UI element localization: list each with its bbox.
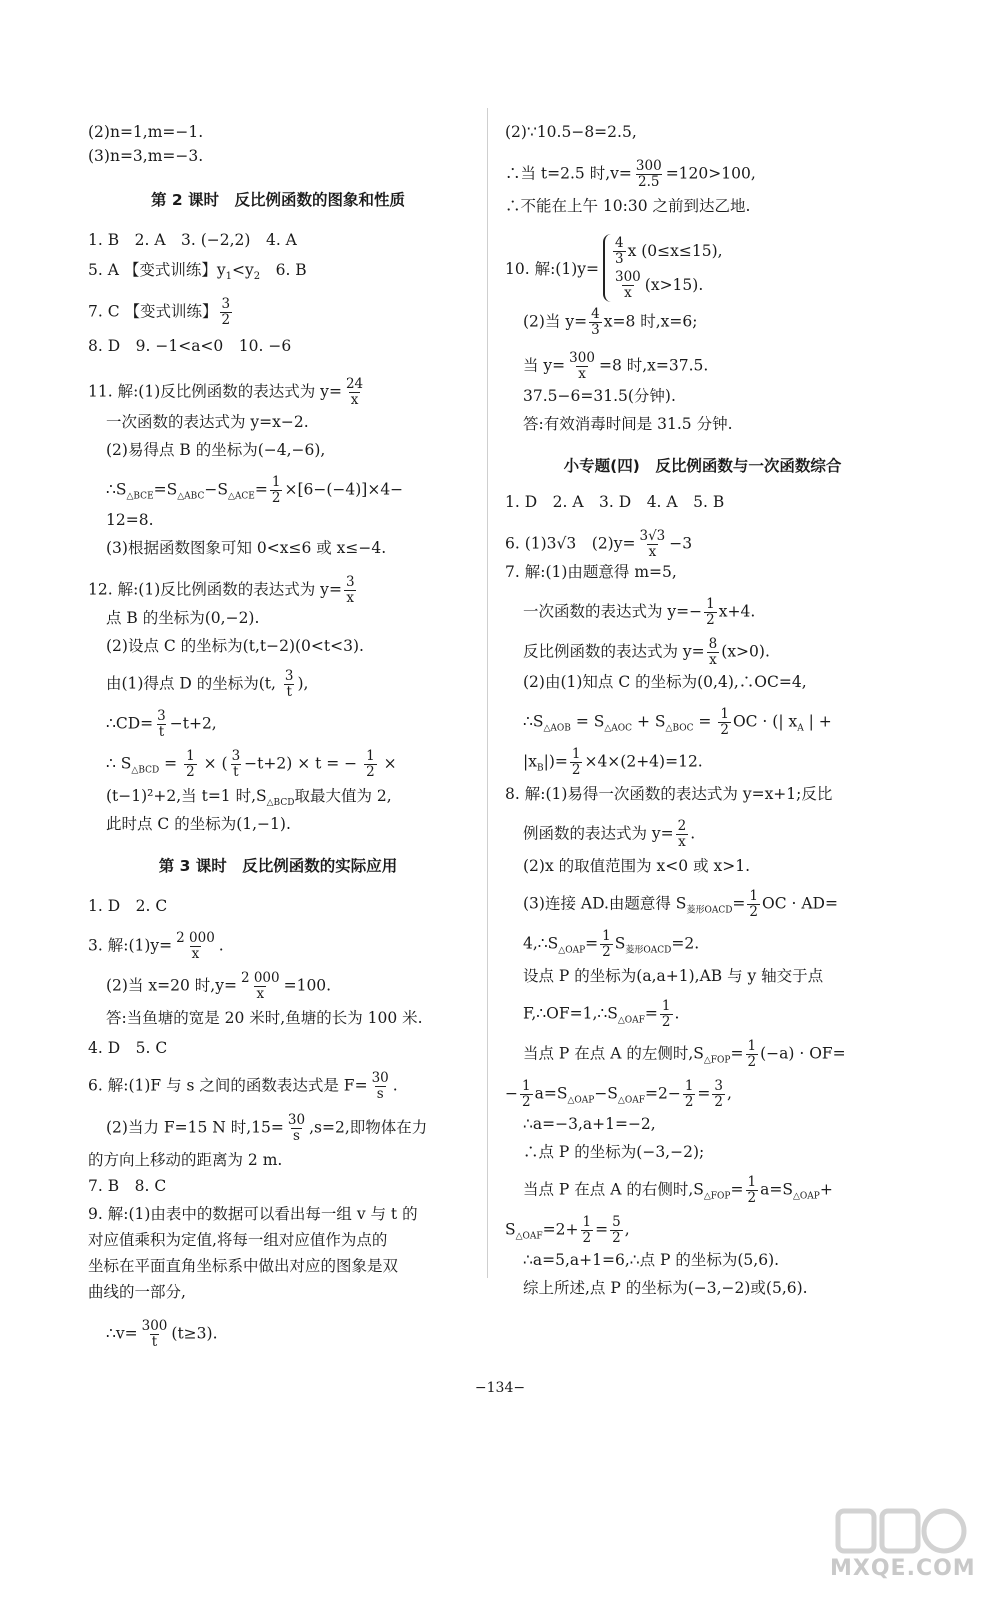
answer-line: (2)当力 F=15 N 时,15= $\frac{30}{s}$ ,s=2,即物体在力 <box>106 1112 428 1144</box>
fraction: $\frac{3}{t}$ <box>231 748 241 780</box>
answer-line: 12=8. <box>106 511 154 529</box>
page-number: −134− <box>474 1380 526 1396</box>
answer-line: (3)n=3,m=−3. <box>88 147 204 165</box>
answer-line: (2)当 x=20 时,y= $\frac{2 000}{x}$ =100. <box>106 970 332 1002</box>
answer-line: 11. 解:(1)反比例函数的表达式为 y= $\frac{24}{x}$ <box>88 376 364 408</box>
answer-line: ∴a=−3,a+1=−2, <box>523 1115 656 1133</box>
fraction: $\frac{30}{s}$ <box>371 1070 389 1102</box>
fraction: $\frac{1}{2}$ <box>720 706 729 738</box>
answer-line: 答:当鱼塘的宽是 20 米时,鱼塘的长为 100 米. <box>106 1009 423 1027</box>
answer-line: ∴a=5,a+1=6,∴点 P 的坐标为(5,6). <box>523 1251 780 1269</box>
fraction: 300 x <box>615 268 641 301</box>
answer-line: 3. 解:(1)y= $\frac{2 000}{x}$ . <box>88 930 224 962</box>
answer-line: $|x_B|)=$ $\frac{1}{2}$ ×4×(2+4)=12. <box>523 746 703 778</box>
answer-line: 7. C 【变式训练】 $\frac{3}{2}$ <box>88 296 231 328</box>
fraction: $\frac{2}{x}$ <box>677 818 687 850</box>
answer-line: 37.5−6=31.5(分钟). <box>523 387 676 405</box>
answer-line: 由(1)得点 D 的坐标为(t, $\frac{3}{t}$ ), <box>106 668 309 700</box>
fraction: 4 3 <box>615 234 624 267</box>
answer-line: 1. B 2. A 3. (−2,2) 4. A <box>88 231 297 249</box>
answer-line: 7. 解:(1)由题意得 m=5, <box>505 563 677 581</box>
answer-line: (2)易得点 B 的坐标为(−4,−6), <box>106 441 326 459</box>
answer-line: 1. D 2. A 3. D 4. A 5. B <box>505 493 725 511</box>
answer-line: ∴CD= $\frac{3}{t}$ −t+2, <box>106 708 217 740</box>
answer-line: 4. D 5. C <box>88 1039 168 1057</box>
fraction: $\frac{1}{2}$ <box>571 746 581 778</box>
watermark-logo <box>830 1505 976 1585</box>
answer-line: 坐标在平面直角坐标系中做出对应的图象是双 <box>88 1257 399 1275</box>
answer-line: (2)设点 C 的坐标为(t,t−2)(0<t<3). <box>106 637 364 655</box>
fraction: $\frac{1}{2}$ <box>366 748 375 780</box>
answer-line: 5. A 【变式训练】$y_1<y_2$ 6. B <box>88 261 307 283</box>
answer-line: 对应值乘积为定值,将每一组对应值作为点的 <box>88 1231 388 1249</box>
answer-line: ∴点 P 的坐标为(−3,−2); <box>523 1143 705 1161</box>
fraction: $\frac{3}{x}$ <box>345 574 355 606</box>
watermark-text: MXQE.COM <box>830 1556 976 1581</box>
answer-line: $\therefore S_{\triangle AOB} = S_{\triangle AOC} + S_{\triangle BOC}$ = $\frac{1}{2}$ OC · (| $x_A$ | + <box>523 706 832 738</box>
section-title: 第 2 课时 反比例函数的图象和性质 <box>150 191 406 209</box>
section-title: 第 3 课时 反比例函数的实际应用 <box>158 857 398 875</box>
fraction: $\frac{1}{2}$ <box>602 928 611 960</box>
fraction: $\frac{3√3}{x}$ <box>639 528 666 560</box>
fraction: $\frac{1}{2}$ <box>661 998 671 1030</box>
fraction: $\frac{300}{2.5}$ <box>635 158 662 190</box>
answer-line: (2)由(1)知点 C 的坐标为(0,4),∴OC=4, <box>523 673 807 691</box>
fraction: $\frac{1}{2}$ <box>749 888 759 920</box>
answer-line: (2)n=1,m=−1. <box>88 123 204 141</box>
answer-line: (2)∵10.5−8=2.5, <box>505 123 637 141</box>
fraction: $\frac{8}{x}$ <box>708 636 718 668</box>
left-column <box>88 125 468 1355</box>
fraction: $\frac{4}{3}$ <box>591 306 600 338</box>
right-column <box>505 125 900 1309</box>
fraction: $\frac{300}{x}$ <box>569 350 595 382</box>
answer-line: 一次函数的表达式为 y=− $\frac{1}{2}$ x+4. <box>523 596 756 628</box>
answer-line: ∴不能在上午 10:30 之前到达乙地. <box>505 197 751 215</box>
fraction: $\frac{5}{2}$ <box>612 1214 621 1246</box>
section-title: 小专题(四) 反比例函数与一次函数综合 <box>563 457 842 475</box>
answer-line: 6. 解:(1)F 与 s 之间的函数表达式是 F= $\frac{30}{s}$ . <box>88 1070 398 1102</box>
answer-line: ∴ $S_{\triangle BCD}$ = $\frac{1}{2}$ × ( $\frac{3}{t}$ −t+2) × t = − $\frac{1}{2}$ × <box>106 748 397 780</box>
fraction: $\frac{30}{s}$ <box>287 1112 306 1144</box>
answer-line: 1. D 2. C <box>88 897 168 915</box>
answer-line: (2)当 y= $\frac{4}{3}$ x=8 时,x=6; <box>523 306 698 338</box>
fraction: $\frac{3}{t}$ <box>157 708 166 740</box>
answer-line: 的方向上移动的距离为 2 m. <box>88 1151 283 1169</box>
fraction: $\frac{300}{t}$ <box>141 1318 168 1350</box>
answer-line: ∴v= $\frac{300}{t}$ (t≥3). <box>106 1318 218 1350</box>
answer-line: $\therefore S_{\triangle BCE}=S_{\triangle ABC}-S_{\triangle ACE}=$ $\frac{1}{2}$ ×[6−(−4)]×4− <box>106 474 404 506</box>
answer-line: 9. 解:(1)由表中的数据可以看出每一组 v 与 t 的 <box>88 1205 418 1223</box>
fraction: $\frac{1}{2}$ <box>684 1078 694 1110</box>
answer-line: 7. B 8. C <box>88 1177 167 1195</box>
answer-line: 10. 解:(1)y= <box>505 260 599 278</box>
fraction: $\frac{2 000}{x}$ <box>240 970 280 1002</box>
answer-line: 例函数的表达式为 y= $\frac{2}{x}$ . <box>523 818 696 850</box>
answer-line: 当点 P 在点 A 的左侧时$,S_{\triangle FOP}=$ $\frac{1}{2}$ (−a) · OF= <box>523 1038 846 1070</box>
answer-line: 曲线的一部分, <box>88 1283 186 1301</box>
answer-line: $F,\therefore OF=1,\therefore S_{\triangle OAF}=$ $\frac{1}{2}$ . <box>523 998 680 1030</box>
answer-line: − $\frac{1}{2}$ $a=S_{\triangle OAP}-S_{\triangle OAF}=2-$ $\frac{1}{2}$ = $\frac{3}{2}$ , <box>505 1078 732 1110</box>
answer-line: 8. 解:(1)易得一次函数的表达式为 y=x+1;反比 <box>505 785 833 803</box>
answer-line: (2)x 的取值范围为 x<0 或 x>1. <box>523 857 751 875</box>
answer-line: (3)连接 AD.由题意得 $S_{菱形OACD}=$ $\frac{1}{2}$ OC · AD= <box>523 888 838 920</box>
fraction: $\frac{3}{2}$ <box>221 296 231 328</box>
answer-line: 点 B 的坐标为(0,−2). <box>106 609 260 627</box>
answer-line: 6. (1)3√3 (2)y= $\frac{3√3}{x}$ −3 <box>505 528 693 560</box>
answer-line: 综上所述,点 P 的坐标为(−3,−2)或(5,6). <box>523 1279 808 1297</box>
fraction: $\frac{1}{2}$ <box>186 748 195 780</box>
answer-line: 一次函数的表达式为 y=x−2. <box>106 413 309 431</box>
fraction: $\frac{3}{t}$ <box>284 668 294 700</box>
answer-line: 设点 P 的坐标为(a,a+1),AB 与 y 轴交于点 <box>523 967 824 985</box>
fraction: $\frac{1}{2}$ <box>522 1078 531 1110</box>
piecewise-function <box>505 229 900 307</box>
fraction: $\frac{3}{2}$ <box>714 1078 723 1110</box>
column-divider <box>487 108 488 1278</box>
fraction: $\frac{2 000}{x}$ <box>176 930 215 962</box>
answer-line: ∴当 t=2.5 时,v= $\frac{300}{2.5}$ =120>100, <box>505 158 756 190</box>
fraction: $\frac{1}{2}$ <box>706 596 715 628</box>
fraction: $\frac{1}{2}$ <box>747 1174 757 1206</box>
answer-line: $S_{\triangle OAF}=2+$ $\frac{1}{2}$ = $\frac{5}{2}$ , <box>505 1214 630 1246</box>
answer-line: 反比例函数的表达式为 y= $\frac{8}{x}$ (x>0). <box>523 636 770 668</box>
answer-line: 当 y= $\frac{300}{x}$ =8 时,x=37.5. <box>523 350 709 382</box>
answer-line: 8. D 9. −1<a<0 10. −6 <box>88 337 292 355</box>
fraction: $\frac{1}{2}$ <box>747 1038 757 1070</box>
answer-line: (t−1)²+2,当 t=1 时$,S_{\triangle BCD}$取最大值为 2, <box>106 787 392 809</box>
answer-line: 当点 P 在点 A 的右侧时$,S_{\triangle FOP}=$ $\frac{1}{2}$ $a=S_{\triangle OAP}+$ <box>523 1174 833 1206</box>
fraction: $\frac{24}{x}$ <box>345 376 364 408</box>
answer-line: 此时点 C 的坐标为(1,−1). <box>106 815 291 833</box>
answer-line: 12. 解:(1)反比例函数的表达式为 y= $\frac{3}{x}$ <box>88 574 355 606</box>
answer-line: (3)根据函数图象可知 0<x≤6 或 x≤−4. <box>106 539 387 557</box>
answer-line: $4,\therefore S_{\triangle OAP}=$ $\frac{1}{2}$ $S_{菱形OACD}=2$. <box>523 928 700 960</box>
fraction: $\frac{1}{2}$ <box>271 474 281 506</box>
watermark-glyph-icon <box>830 1505 970 1561</box>
fraction: $\frac{1}{2}$ <box>582 1214 592 1246</box>
answer-line: 答:有效消毒时间是 31.5 分钟. <box>523 415 733 433</box>
brace: 4 3 x (0≤x≤15), 300 x (x>15). <box>603 234 723 302</box>
